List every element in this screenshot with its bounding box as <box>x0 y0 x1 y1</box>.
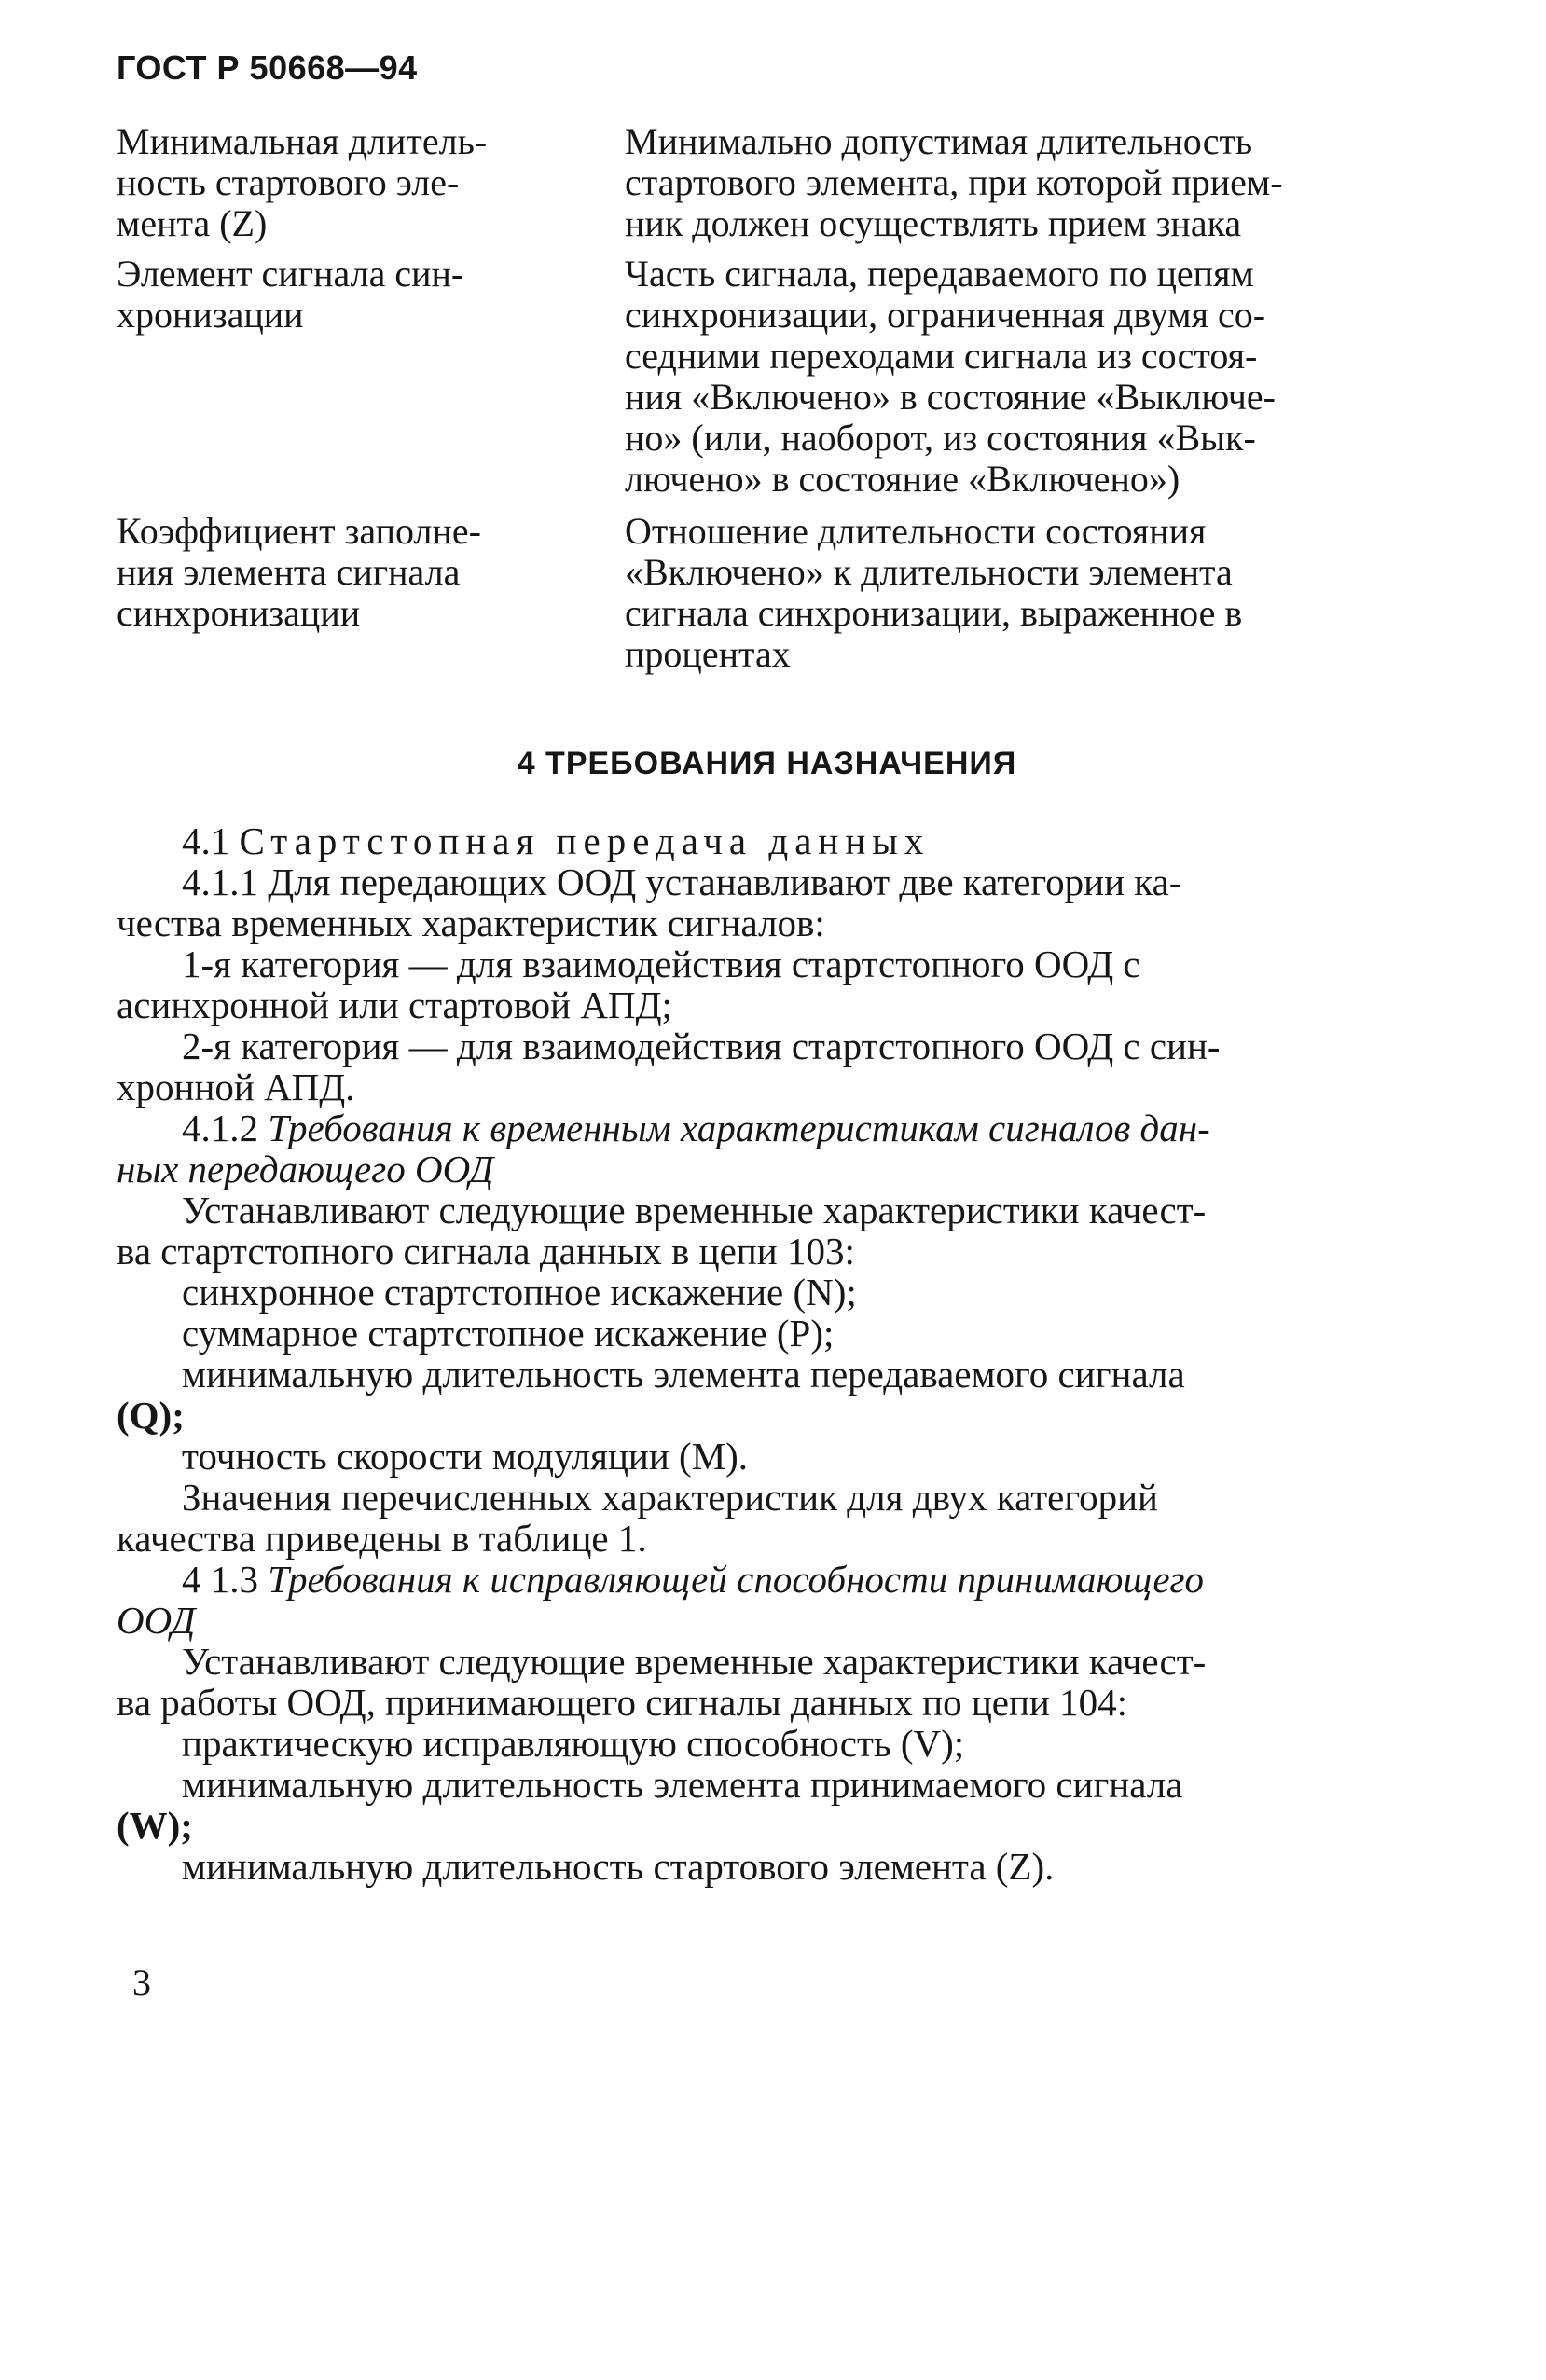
definition-row <box>117 511 1417 675</box>
subsection-4-1-heading: 4.1 Стартстопная передача данных <box>182 819 931 862</box>
list-item: точность скорости модуляции (М). <box>182 1435 749 1478</box>
definition-term: Коэффициент заполне- ния элемента сигнала синхронизации <box>117 510 481 634</box>
definition-text: Часть сигнала, передаваемого по цепям синхронизации, ограниченная двумя со- седними переходами сигнала из состоя- ния «Включено» в состояние «Выключе- но» (или, наоборот, из состояния «Вык- лючено» в состояние «Включено») <box>625 253 1276 500</box>
list-item: (W); <box>117 1804 193 1847</box>
list-item: минимальную длительность элемента передаваемого сигнала <box>182 1353 1185 1396</box>
definition-row <box>117 121 1417 244</box>
definition-term: Элемент сигнала син- хронизации <box>117 253 464 336</box>
category-2-item: 2-я категория — для взаимодействия стартстопного ООД с син- хронной АПД. <box>117 1025 1221 1108</box>
document-header: ГОСТ Р 50668—94 <box>117 48 418 87</box>
paragraph-4-1-1: 4.1.1 Для передающих ООД устанавливают две категории ка- чества временных характеристик сигналов: <box>117 860 1182 944</box>
definition-text: Отношение длительности состояния «Включено» к длительности элемента сигнала синхронизации, выраженное в процентах <box>625 510 1243 675</box>
section-heading: 4 ТРЕБОВАНИЯ НАЗНАЧЕНИЯ <box>517 746 1017 781</box>
paragraph-4-1-3-intro: Устанавливают следующие временные характеристики качест- ва работы ООД, принимающего сигналы данных по цепи 104: <box>117 1640 1207 1724</box>
list-item: практическую исправляющую способность (V); <box>182 1722 965 1765</box>
section-body <box>117 820 1417 1887</box>
receiver-characteristics-list <box>117 1723 1417 1887</box>
category-1-item: 1-я категория — для взаимодействия стартстопного ООД с асинхронной или стартовой АПД; <box>117 942 1140 1026</box>
list-item: суммарное стартстопное искажение (P); <box>182 1312 835 1355</box>
definition-text: Минимально допустимая длительность стартового элемента, при которой прием- ник должен осуществлять прием знака <box>625 120 1283 244</box>
paragraph-4-1-2-note: Значения перечисленных характеристик для двух категорий качества приведены в таблице 1. <box>117 1476 1159 1560</box>
paragraph-4-1-3-heading: 4 1.3 Требования к исправляющей способности принимающего ООД <box>117 1558 1205 1642</box>
definition-row <box>117 254 1417 500</box>
definition-term: Минимальная длитель- ность стартового эле- мента (Z) <box>117 120 488 244</box>
paragraph-4-1-2-intro: Устанавливают следующие временные характеристики качест- ва стартстопного сигнала данных в цепи 103: <box>117 1189 1207 1273</box>
paragraph-4-1-2-heading: 4.1.2 Требования к временным характеристикам сигналов дан- ных передающего ООД <box>117 1107 1210 1190</box>
page-number: 3 <box>132 1961 151 2003</box>
characteristics-list <box>117 1272 1417 1477</box>
list-item: (Q); <box>117 1394 185 1437</box>
list-item: синхронное стартстопное искажение (N); <box>182 1271 857 1314</box>
list-item: минимальную длительность стартового элемента (Z). <box>182 1845 1055 1888</box>
definitions-table <box>117 121 1417 675</box>
list-item: минимальную длительность элемента принимаемого сигнала <box>182 1763 1183 1806</box>
